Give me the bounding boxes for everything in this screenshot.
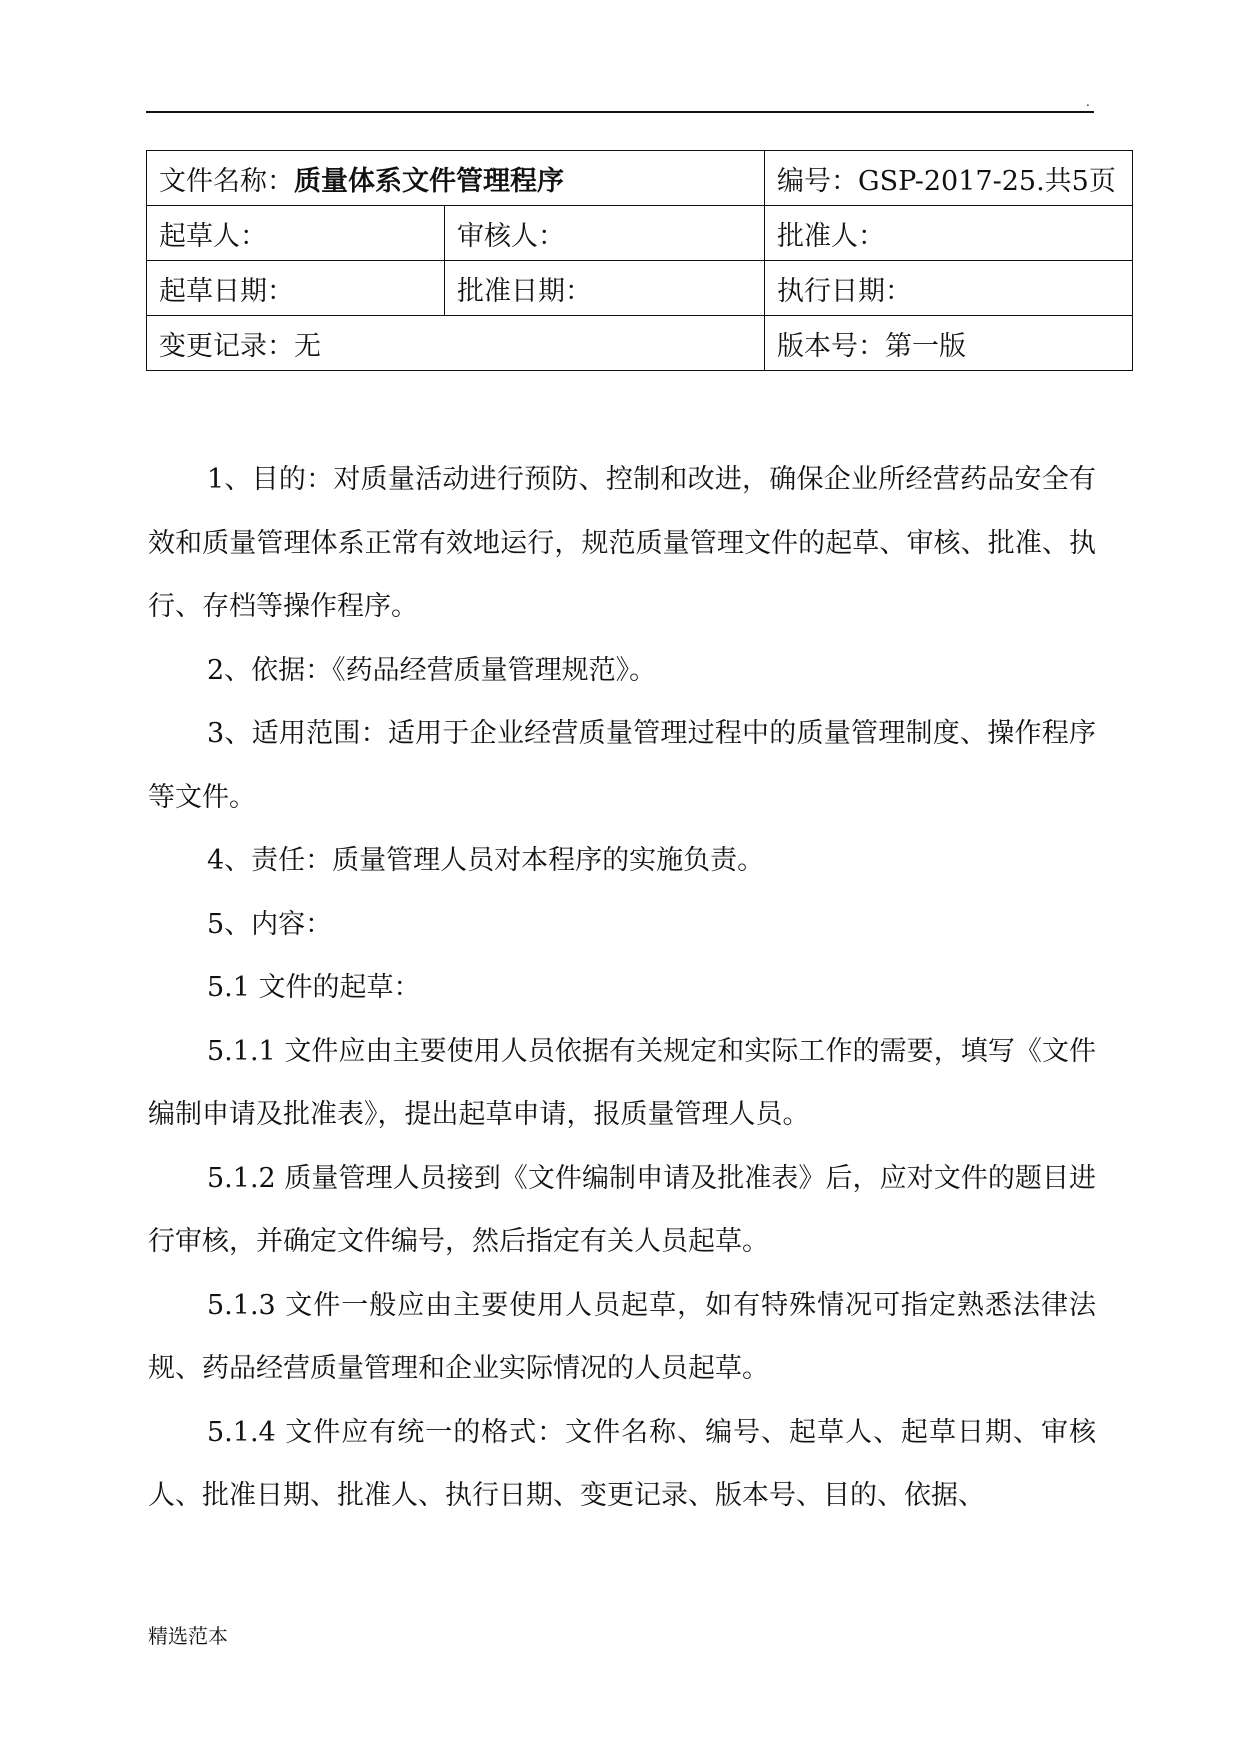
header-rule — [146, 111, 1094, 113]
table-row — [147, 206, 1133, 261]
file-name-cell — [147, 151, 765, 206]
file-name-value: 质量体系文件管理程序 — [294, 165, 564, 197]
paragraph-5-1-3: 5.1.3 文件一般应由主要使用人员起草，如有特殊情况可指定熟悉法律法规、药品经营质量管理和企业实际情况的人员起草。 — [148, 1289, 1096, 1384]
table-row — [147, 151, 1133, 206]
paragraph-scope: 3、适用范围：适用于企业经营质量管理过程中的质量管理制度、操作程序等文件。 — [148, 718, 1096, 813]
drafter-cell: 起草人： — [147, 206, 445, 261]
document-info-table — [146, 150, 1133, 371]
table-row — [147, 261, 1133, 316]
paragraph-basis: 2、依据：《药品经营质量管理规范》。 — [207, 654, 657, 686]
paragraph-5-1-1: 5.1.1 文件应由主要使用人员依据有关规定和实际工作的需要，填写《文件编制申请及批准表》，提出起草申请，报质量管理人员。 — [148, 1035, 1096, 1130]
document-number-cell: 编号：GSP-2017-25.共5页 — [765, 151, 1133, 206]
paragraph-responsibility: 4、责任：质量管理人员对本程序的实施负责。 — [207, 845, 765, 876]
document-body — [148, 448, 1096, 1528]
section-5-1-heading: 5.1 文件的起草： — [207, 972, 421, 1003]
draft-date-cell: 起草日期： — [147, 261, 445, 316]
approver-cell: 批准人： — [765, 206, 1133, 261]
paragraph-5-1-2: 5.1.2 质量管理人员接到《文件编制申请及批准表》后，应对文件的题目进行审核，并确定文件编号，然后指定有关人员起草。 — [148, 1162, 1096, 1257]
file-name-label: 文件名称： — [159, 165, 294, 197]
approve-date-cell: 批准日期： — [445, 261, 765, 316]
paragraph-content-heading: 5、内容： — [207, 908, 333, 940]
reviewer-cell: 审核人： — [445, 206, 765, 261]
footer-text: 精选范本 — [148, 1624, 228, 1648]
paragraph-purpose: 1、目的：对质量活动进行预防、控制和改进，确保企业所经营药品安全有效和质量管理体系正常有效地运行，规范质量管理文件的起草、审核、批准、执行、存档等操作程序。 — [148, 464, 1096, 622]
exec-date-cell: 执行日期： — [765, 261, 1133, 316]
version-cell: 版本号：第一版 — [765, 316, 1133, 371]
table-row — [147, 316, 1133, 371]
paragraph-5-1-4: 5.1.4 文件应有统一的格式：文件名称、编号、起草人、起草日期、审核人、批准日期、批准人、执行日期、变更记录、版本号、目的、依据、 — [148, 1416, 1096, 1511]
change-record-cell: 变更记录：无 — [147, 316, 765, 371]
header-mark: . — [1086, 95, 1090, 109]
